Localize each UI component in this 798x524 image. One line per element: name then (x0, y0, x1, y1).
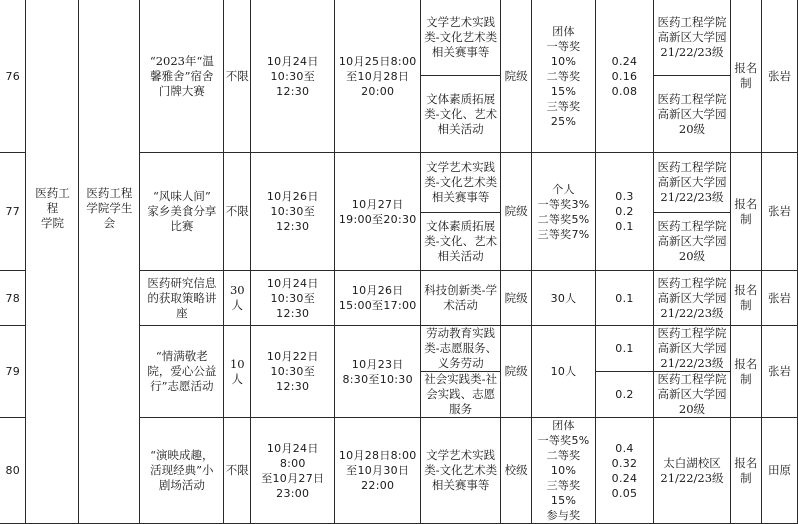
contact-person: 张岩 (761, 153, 797, 271)
participant-limit: 30人 (224, 271, 251, 326)
activity-time: 10月28日8:00 至10月30日 22:00 (335, 418, 421, 524)
award-ratio: 团体 一等奖5% 二等奖10% 三等奖15% 参与奖 (532, 418, 596, 524)
activity-level: 院级 (501, 0, 532, 153)
credit-values: 0.1 (596, 326, 654, 372)
table-row (0, 0, 798, 76)
activity-name: “2023年“温 馨雅舍”宿舍 门牌大赛 (140, 0, 224, 153)
selection-method: 报名 制 (730, 418, 761, 524)
target-students: 医药工程学院 高新区大学园 21/22/23级 (653, 153, 730, 213)
activity-level: 校级 (501, 418, 532, 524)
row-number: 79 (0, 326, 26, 418)
row-number: 77 (0, 153, 26, 271)
target-students: 医药工程学院 高新区大学园 21/22/23级 (653, 0, 730, 76)
signup-time: 10月22日 10:30至12:30 (251, 326, 335, 418)
signup-time: 10月26日 10:30至12:30 (251, 153, 335, 271)
table-row (0, 418, 798, 524)
selection-method: 报名 制 (730, 271, 761, 326)
activity-time: 10月25日8:00 至10月28日 20:00 (335, 0, 421, 153)
target-students: 太白湖校区 21/22/23级 (653, 418, 730, 524)
target-students: 医药工程学院 高新区大学园 20级 (653, 372, 730, 418)
selection-method: 报名 制 (730, 153, 761, 271)
organizer-cell: 医药工程 学院学生 会 (79, 0, 140, 418)
award-ratio: 10人 (532, 326, 596, 418)
signup-time: 10月24日 10:30至12:30 (251, 0, 335, 153)
signup-time: 10月24日8:00 至10月27日 23:00 (251, 418, 335, 524)
credit-values: 0.3 0.2 0.1 (596, 153, 654, 271)
category-cell: 文体素质拓展 类-文化、艺术 相关活动 (421, 76, 501, 153)
category-cell: 文学艺术实践 类-文化艺术类 相关赛事等 (421, 418, 501, 524)
row-number: 76 (0, 0, 26, 153)
credit-values: 0.4 0.32 0.24 0.05 (596, 418, 654, 524)
signup-time: 10月24日 10:30至12:30 (251, 271, 335, 326)
contact-person: 张岩 (761, 0, 797, 153)
participant-limit: 不限 (224, 0, 251, 153)
activity-time: 10月27日 19:00至20:30 (335, 153, 421, 271)
credit-values: 0.1 (596, 271, 654, 326)
category-cell: 科技创新类-学 术活动 (421, 271, 501, 326)
credit-values: 0.2 (596, 372, 654, 418)
award-ratio: 团体 一等奖10% 二等奖15% 三等奖25% (532, 0, 596, 153)
target-students: 医药工程学院 高新区大学园 21/22/23级 (653, 326, 730, 372)
participant-limit: 不限 (224, 153, 251, 271)
participant-limit: 10人 (224, 326, 251, 418)
activity-name: “风味人间” 家乡美食分享 比赛 (140, 153, 224, 271)
contact-person: 张岩 (761, 271, 797, 326)
category-cell: 文体素质拓展 类-文化、艺术 相关活动 (421, 213, 501, 271)
activity-time: 10月23日 8:30至10:30 (335, 326, 421, 418)
contact-person: 田原 (761, 418, 797, 524)
target-students: 医药工程学院 高新区大学园 20级 (653, 213, 730, 271)
participant-limit: 不限 (224, 418, 251, 524)
category-cell: 劳动教育实践 类-志愿服务、 义务劳动 (421, 326, 501, 372)
activity-level: 院级 (501, 326, 532, 418)
category-cell: 文学艺术实践 类-文化艺术类 相关赛事等 (421, 0, 501, 76)
selection-method: 报名 制 (730, 326, 761, 418)
college-cell: 医药工程 学院 (26, 0, 79, 418)
activity-level: 院级 (501, 271, 532, 326)
activity-level: 院级 (501, 153, 532, 271)
credit-values: 0.24 0.16 0.08 (596, 0, 654, 153)
row-number: 80 (0, 418, 26, 524)
selection-method: 报名 制 (730, 0, 761, 153)
activity-name: “演映成趣， 活现经典”小 剧场活动 (140, 418, 224, 524)
activity-time: 10月26日 15:00至17:00 (335, 271, 421, 326)
award-ratio: 个人 一等奖3% 二等奖5% 三等奖7% (532, 153, 596, 271)
row-number: 78 (0, 271, 26, 326)
contact-person: 张岩 (761, 326, 797, 418)
award-ratio: 30人 (532, 271, 596, 326)
activity-name: 医药研究信息 的获取策略讲 座 (140, 271, 224, 326)
organizer-cell-empty (79, 418, 140, 524)
category-cell: 文学艺术实践 类-文化艺术类 相关赛事等 (421, 153, 501, 213)
category-cell: 社会实践类-社 会实践、志愿 服务 (421, 372, 501, 418)
activity-name: “情满敬老 院，爱心公益 行”志愿活动 (140, 326, 224, 418)
college-cell-empty (26, 418, 79, 524)
target-students: 医药工程学院 高新区大学园 20级 (653, 76, 730, 153)
target-students: 医药工程学院 高新区大学园 21/22/23级 (653, 271, 730, 326)
